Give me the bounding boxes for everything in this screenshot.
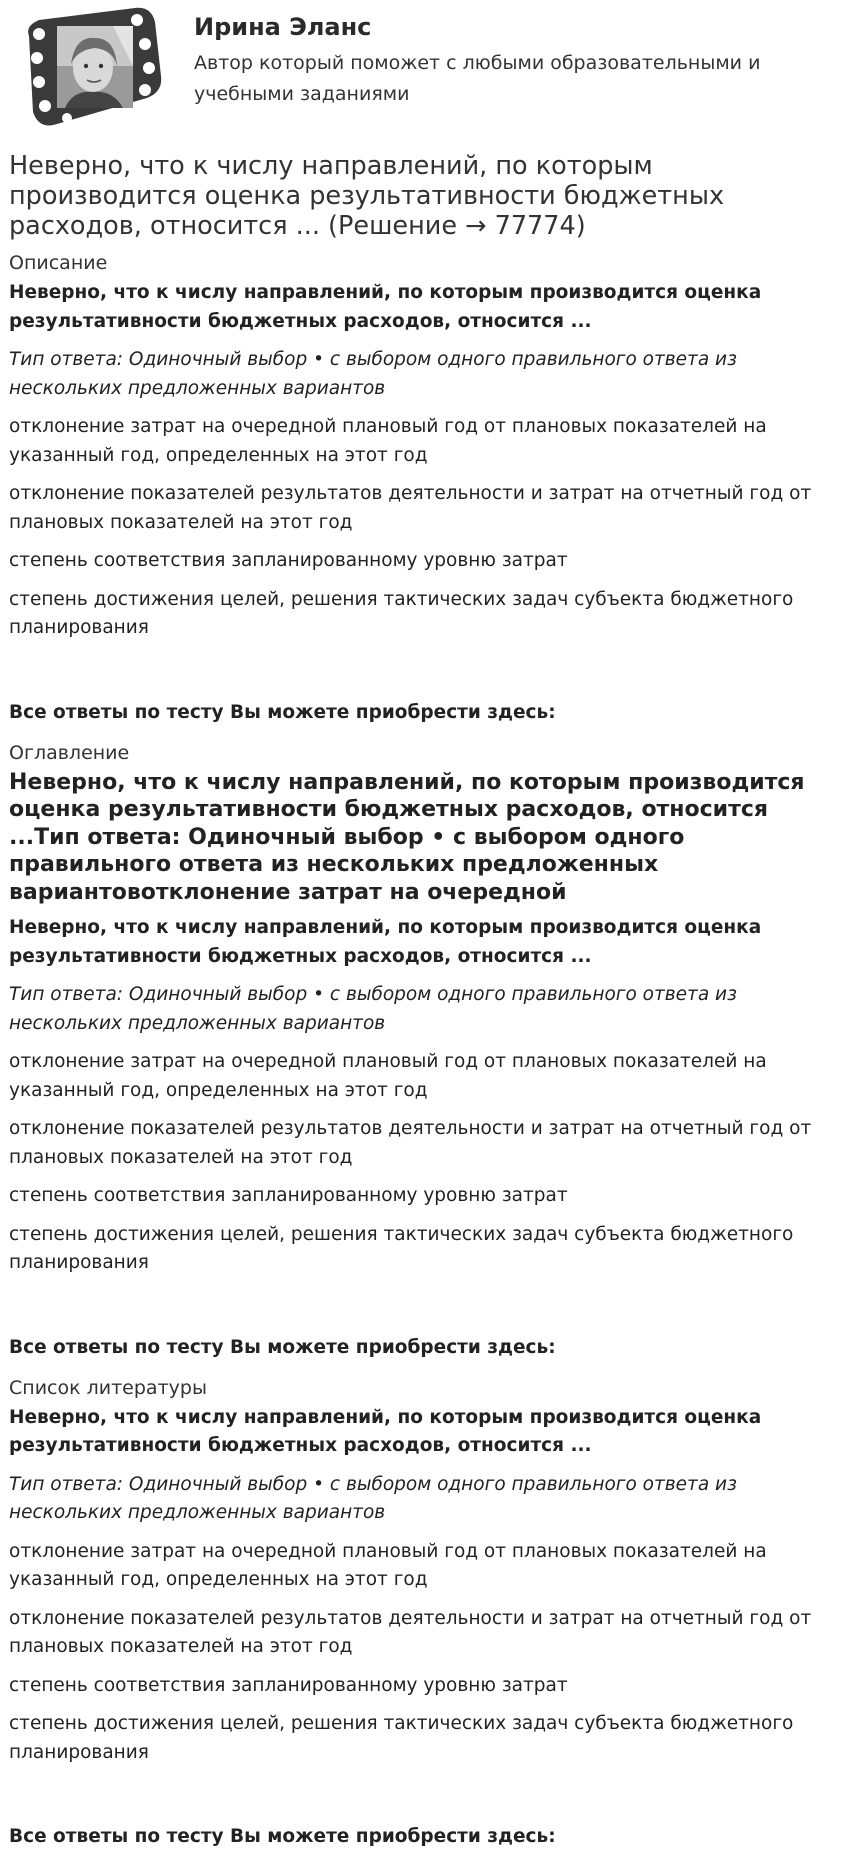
section-label: Список литературы (9, 1376, 838, 1400)
spacer (9, 653, 838, 699)
section-references (9, 1376, 838, 1851)
section-toc (9, 741, 838, 1362)
option-item: степень соответствия запланированному уровню затрат (9, 1672, 838, 1701)
option-item: отклонение показателей результатов деятельности и затрат на отчетный год от плановых показателей на этот год (9, 1605, 838, 1662)
option-item: степень соответствия запланированному уровню затрат (9, 1182, 838, 1211)
buy-answers-text: Все ответы по тесту Вы можете приобрести здесь: (9, 699, 838, 727)
author-name[interactable]: Ирина Эланс (194, 12, 371, 42)
option-item: отклонение затрат на очередной плановый год от плановых показателей на указанный год, определенных на этот год (9, 1048, 838, 1105)
author-avatar[interactable] (17, 6, 162, 128)
option-item: степень достижения целей, решения тактических задач субъекта бюджетного планирования (9, 1710, 838, 1767)
question-text: Неверно, что к числу направлений, по которым производится оценка результативности бюджетных расходов, относится ... (9, 914, 838, 971)
answer-type: Тип ответа: Одиночный выбор • с выбором одного правильного ответа из нескольких предложенных вариантов (9, 981, 838, 1038)
buy-answers-text: Все ответы по тесту Вы можете приобрести здесь: (9, 1823, 838, 1851)
author-description: Автор который поможет с любыми образовательными и учебными заданиями (194, 48, 814, 110)
answer-type: Тип ответа: Одиночный выбор • с выбором одного правильного ответа из нескольких предложенных вариантов (9, 346, 838, 403)
author-block (9, 0, 838, 146)
section-label: Оглавление (9, 741, 838, 765)
option-item: степень достижения целей, решения тактических задач субъекта бюджетного планирования (9, 586, 838, 643)
answer-type: Тип ответа: Одиночный выбор • с выбором одного правильного ответа из нескольких предложенных вариантов (9, 1471, 838, 1528)
spacer (9, 1288, 838, 1334)
option-item: степень соответствия запланированному уровню затрат (9, 547, 838, 576)
question-text: Неверно, что к числу направлений, по которым производится оценка результативности бюджетных расходов, относится ... (9, 1404, 838, 1461)
option-item: отклонение затрат на очередной плановый год от плановых показателей на указанный год, определенных на этот год (9, 1538, 838, 1595)
option-item: отклонение затрат на очередной плановый год от плановых показателей на указанный год, определенных на этот год (9, 413, 838, 470)
question-text: Неверно, что к числу направлений, по которым производится оценка результативности бюджетных расходов, относится ... (9, 279, 838, 336)
option-item: отклонение показателей результатов деятельности и затрат на отчетный год от плановых показателей на этот год (9, 480, 838, 537)
buy-answers-text: Все ответы по тесту Вы можете приобрести здесь: (9, 1334, 838, 1362)
page-title: Неверно, что к числу направлений, по которым производится оценка результативности бюджетных расходов, относится ... (Решение → 77774) (9, 151, 838, 241)
option-item: степень достижения целей, решения тактических задач субъекта бюджетного планирования (9, 1221, 838, 1278)
spacer (9, 1777, 838, 1823)
section-description (9, 251, 838, 727)
toc-heading: Неверно, что к числу направлений, по которым производится оценка результативности бюджетных расходов, относится ...Тип ответа: Одиночный выбор • с выбором одного правильного ответа из нескольких предложенных вариантовотклонение затрат на очередной (9, 769, 838, 907)
option-item: отклонение показателей результатов деятельности и затрат на отчетный год от плановых показателей на этот год (9, 1115, 838, 1172)
section-label: Описание (9, 251, 838, 275)
